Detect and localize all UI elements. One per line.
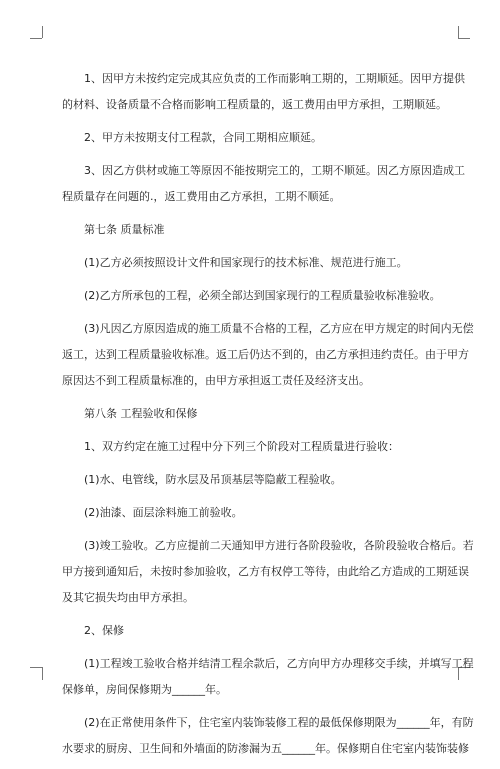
paragraph-line: 甲方接到通知后，未按时参加验收，乙方有权停工等待，由此给乙方造成的工期延误 [62,565,469,578]
paragraph-line: (2)油漆、面层涂料施工前验收。 [84,506,243,519]
paragraph-line: 第七条 质量标准 [84,223,165,236]
paragraph-line: 2、保修 [84,624,124,637]
paragraph-line: 的材料、设备质量不合格而影响工程质量的，返工费用由甲方承担，工期顺延。 [62,98,447,111]
paragraph-line: (2)乙方所承包的工程，必须全部达到国家现行的工程质量验收标准验收。 [84,289,441,302]
paragraph-line: (1)工程竣工验收合格并结清工程余款后，乙方向甲方办理移交手续，并填写工程 [84,657,474,670]
paragraph-line: 1、因甲方未按约定完成其应负责的工作而影响工期的，工期顺延。因甲方提供 [84,72,465,85]
paragraph-line: (3)凡因乙方原因造成的施工质量不合格的工程，乙方应在甲方规定的时间内无偿 [84,322,474,335]
paragraph-line: 第八条 工程验收和保修 [84,407,198,420]
document-body [62,66,474,769]
paragraph-line: 及其它损失均由甲方承担。 [62,591,194,604]
paragraph-line: (2)在正常使用条件下，住宅室内装饰装修工程的最低保修期限为______年，有防 [84,716,474,729]
paragraph-line: 保修单，房间保修期为______年。 [62,683,227,696]
paragraph-line: 3、因乙方供材或施工等原因不能按期完工的，工期不顺延。因乙方原因造成工 [84,164,465,177]
paragraph-line: 水要求的厨房、卫生间和外墙面的防渗漏为五______年。保修期自住宅室内装饰装修 [62,742,469,755]
paragraph-line: (3)竣工验收。乙方应提前二天通知甲方进行各阶段验收，各阶段验收合格后。若 [84,539,474,552]
paragraph-line: (1)水、电管线，防水层及吊顶基层等隐蔽工程验收。 [84,473,342,486]
paragraph-line: (1)乙方必须按照设计文件和国家现行的技术标准、规范进行施工。 [84,256,408,269]
paragraph-line: 2、甲方未按期支付工程款，合同工期相应顺延。 [84,131,322,144]
paragraph-line: 程质量存在问题的.，返工费用由乙方承担，工期不顺延。 [62,190,341,203]
paragraph-line: 1、双方约定在施工过程中分下列三个阶段对工程质量进行验收： [84,440,399,453]
paragraph-line: 原因达不到工程质量标准的，由甲方承担返工责任及经济支出。 [62,374,370,387]
paragraph-line: 返工，达到工程质量验收标准。返工后仍达不到的，由乙方承担违约责任。由于甲方 [62,348,469,361]
